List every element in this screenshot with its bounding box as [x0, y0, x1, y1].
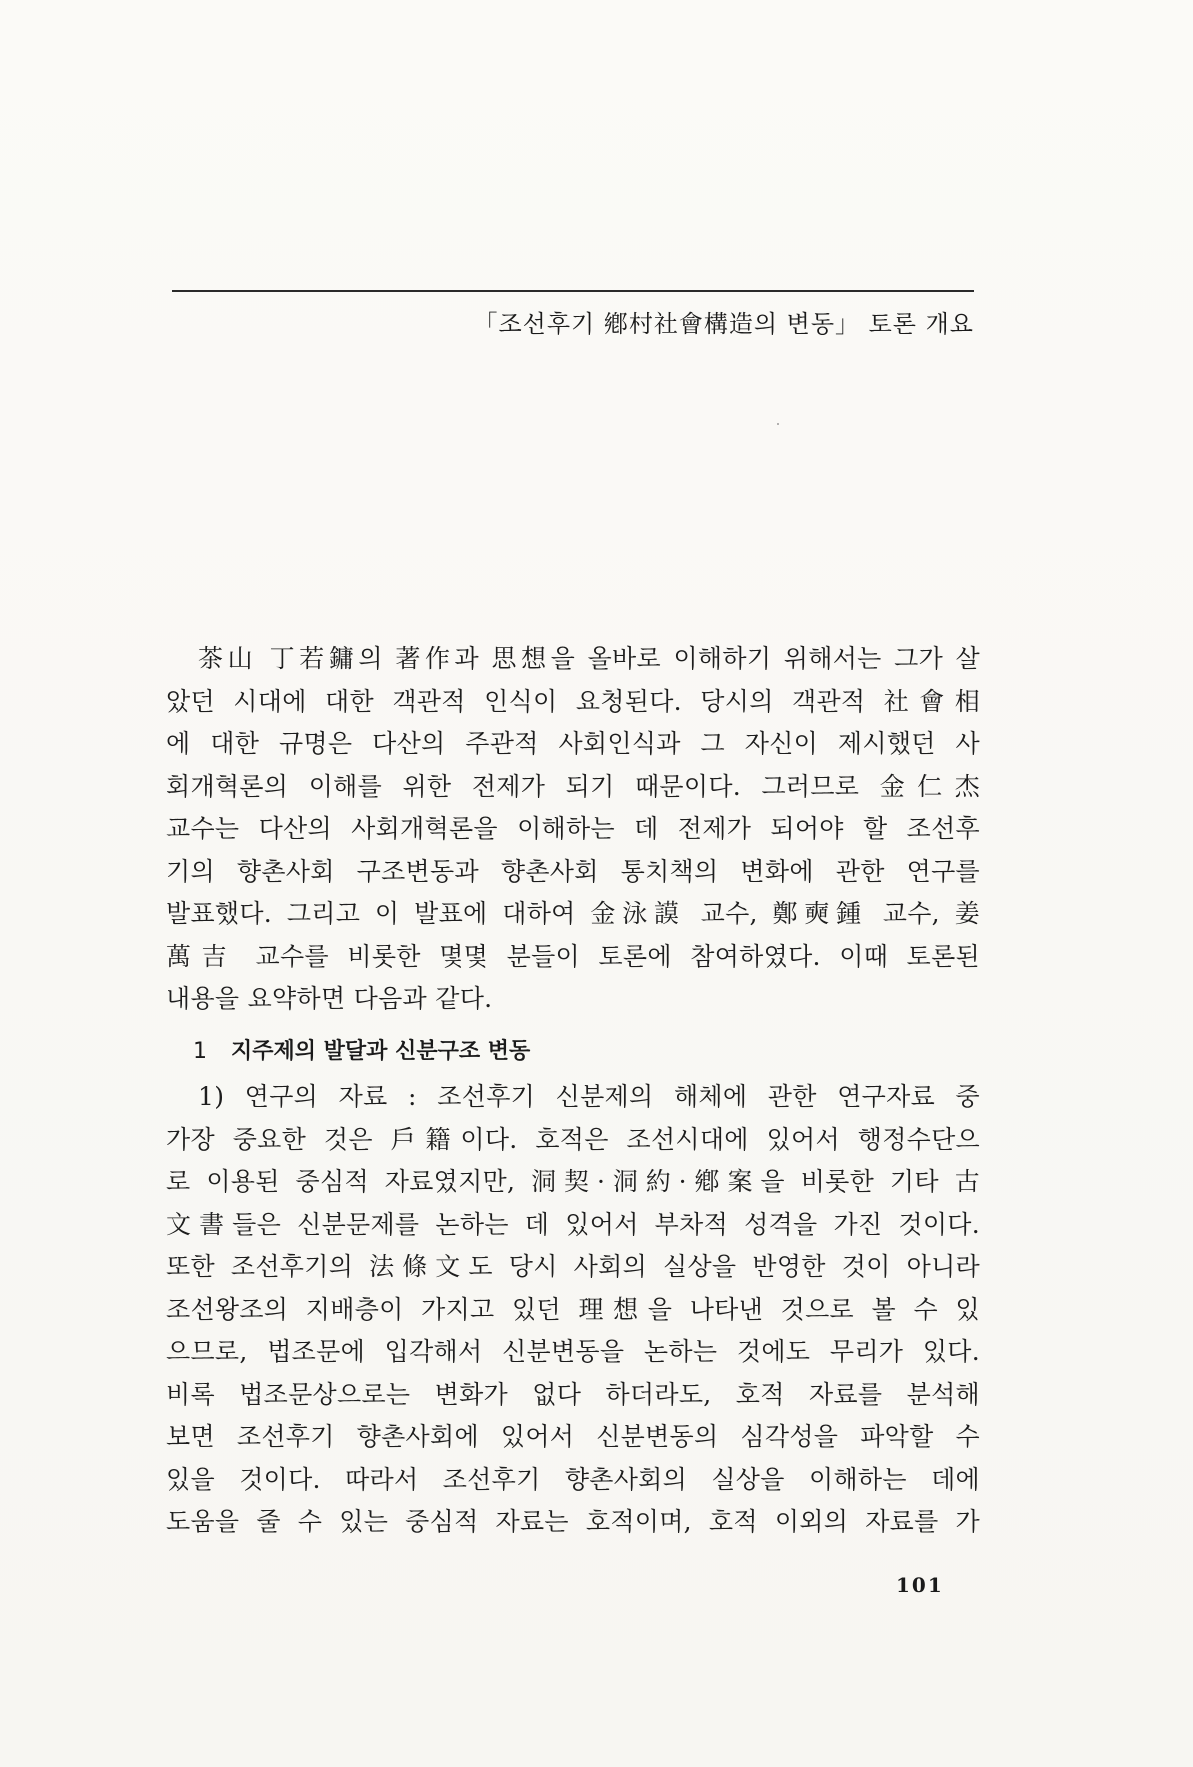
text-line: 萬吉 교수를 비롯한 몇몇 분들이 토론에 참여하였다. 이때 토론된: [166, 941, 980, 971]
running-head: 「조선후기 鄕村社會構造의 변동」 토론 개요: [473, 310, 974, 338]
text-line: 으므로, 법조문에 입각해서 신분변동을 논하는 것에도 무리가 있다.: [166, 1337, 980, 1366]
text-line: 있을 것이다. 따라서 조선후기 향촌사회의 실상을 이해하는 데에: [166, 1464, 980, 1494]
text-line: 에 대한 규명은 다산의 주관적 사회인식과 그 자신이 제시했던 사: [166, 729, 980, 758]
text-line: 茶山 丁若鏞의 著作과 思想을 올바로 이해하기 위해서는 그가 살: [198, 644, 980, 673]
text-line: 文書들은 신분문제를 논하는 데 있어서 부차적 성격을 가진 것이다.: [166, 1209, 980, 1239]
section-heading: [193, 1034, 530, 1065]
text-line: 보면 조선후기 향촌사회에 있어서 신분변동의 심각성을 파악할 수: [166, 1422, 980, 1451]
page-number: 101: [896, 1573, 944, 1597]
section-title: 지주제의 발달과 신분구조 변동: [231, 1039, 531, 1064]
section-number: 1: [193, 1039, 207, 1064]
text-line: 또한 조선후기의 法條文도 당시 사회의 실상을 반영한 것이 아니라: [166, 1252, 980, 1281]
text-line: 비록 법조문상으로는 변화가 없다 하더라도, 호적 자료를 분석해: [166, 1379, 980, 1409]
intro-paragraph: [166, 638, 980, 1021]
text-line: 기의 향촌사회 구조변동과 향촌사회 통치책의 변화에 관한 연구를: [166, 856, 980, 886]
text-line: 1) 연구의 자료 : 조선후기 신분제의 해체에 관한 연구자료 중: [198, 1082, 980, 1111]
text-line: 조선왕조의 지배층이 가지고 있던 理想을 나타낸 것으로 볼 수 있: [166, 1294, 980, 1324]
header-rule: [172, 290, 974, 292]
text-line: 로 이용된 중심적 자료였지만, 洞契·洞約·鄕案을 비롯한 기타 古: [166, 1167, 980, 1196]
section-paragraph: [166, 1076, 980, 1544]
text-line: 가장 중요한 것은 戶籍이다. 호적은 조선시대에 있어서 행정수단으: [166, 1124, 980, 1154]
text-line: 도움을 줄 수 있는 중심적 자료는 호적이며, 호적 이외의 자료를 가: [166, 1507, 980, 1536]
text-line: 교수는 다산의 사회개혁론을 이해하는 데 전제가 되어야 할 조선후: [166, 814, 980, 843]
text-line: 회개혁론의 이해를 위한 전제가 되기 때문이다. 그러므로 金仁杰: [166, 771, 980, 801]
text-line: 았던 시대에 대한 객관적 인식이 요청된다. 당시의 객관적 社會相: [166, 686, 980, 716]
text-line: 내용을 요약하면 다음과 같다.: [166, 984, 493, 1013]
text-line: 발표했다. 그리고 이 발표에 대하여 金泳謨 교수, 鄭奭鍾 교수, 姜: [166, 899, 980, 928]
scan-speck: [777, 423, 779, 425]
